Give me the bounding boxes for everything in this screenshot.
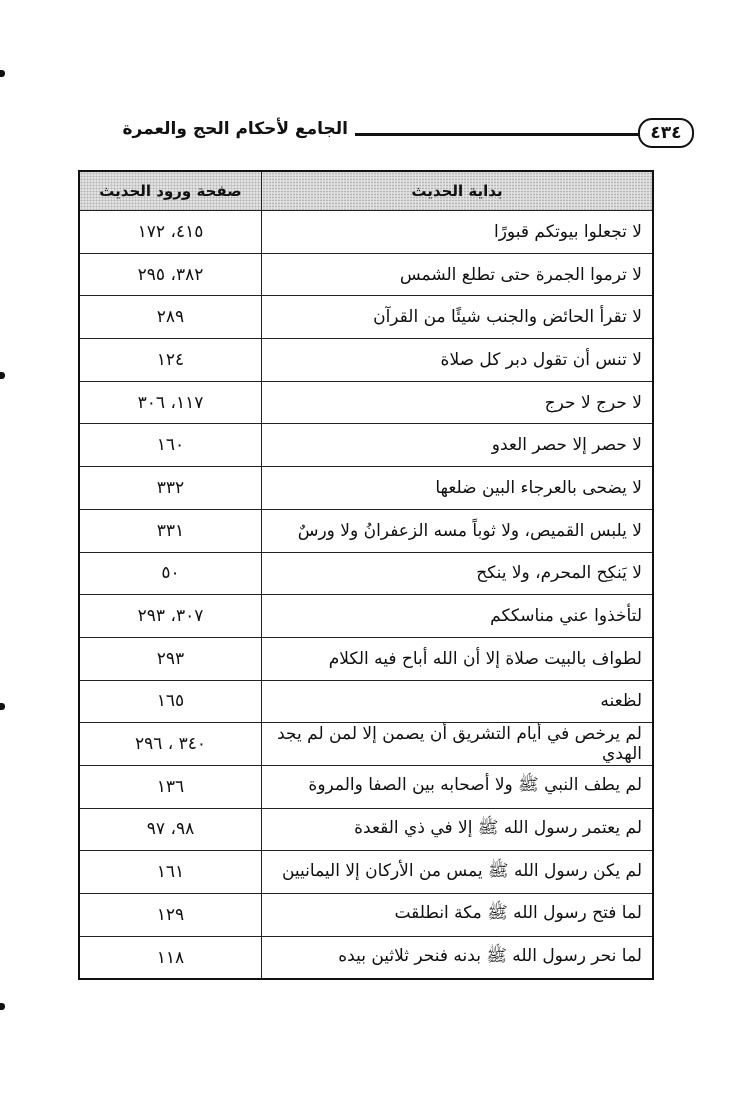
hadith-cell: لا تجعلوا بيوتكم قبورًا [262, 211, 654, 254]
hadith-cell: لا تقرأ الحائض والجنب شيئًا من القرآن [262, 296, 654, 339]
column-header-page-occurrence: صفحة ورود الحديث [79, 171, 262, 211]
running-title: الجامع لأحكام الحج والعمرة [122, 119, 348, 139]
pages-cell: ٣٣١ [79, 509, 262, 552]
header-rule-left [355, 133, 635, 136]
hadith-cell: لا يَنكِح المحرم، ولا ينكح [262, 552, 654, 595]
column-header-hadith-start: بداية الحديث [262, 171, 654, 211]
table-row [79, 467, 653, 510]
table-row [79, 595, 653, 638]
pages-cell: ١٣٦ [79, 765, 262, 808]
hadith-cell: لا تنس أن تقول دبر كل صلاة [262, 339, 654, 382]
page-number: ٤٣٤ [638, 118, 694, 148]
pages-cell: ٢٨٩ [79, 296, 262, 339]
table-row [79, 637, 653, 680]
pages-cell: ١٢٤ [79, 339, 262, 382]
pages-cell: ٣٤٠ ، ٢٩٦ [79, 723, 262, 766]
table-row [79, 765, 653, 808]
pages-cell: ٩٨، ٩٧ [79, 808, 262, 851]
pages-cell: ٤١٥، ١٧٢ [79, 211, 262, 254]
table-row [79, 424, 653, 467]
pages-cell: ٥٠ [79, 552, 262, 595]
scan-edge-mark [0, 1003, 5, 1010]
pages-cell: ١٢٩ [79, 894, 262, 937]
pages-cell: ٣٨٢، ٢٩٥ [79, 253, 262, 296]
table-row [79, 808, 653, 851]
pages-cell: ١٦١ [79, 851, 262, 894]
table-row [79, 339, 653, 382]
table-row [79, 381, 653, 424]
hadith-cell: لم يعتمر رسول الله ﷺ إلا في ذي القعدة [262, 808, 654, 851]
scan-edge-mark [0, 372, 5, 379]
table-row [79, 509, 653, 552]
table-row [79, 851, 653, 894]
hadith-cell: لم يطف النبي ﷺ ولا أصحابه بين الصفا والمروة [262, 765, 654, 808]
hadith-cell: لم يرخص في أيام التشريق أن يصمن إلا لمن لم يجد الهدي [262, 723, 654, 766]
pages-cell: ٢٩٣ [79, 637, 262, 680]
table-row [79, 680, 653, 723]
table-row [79, 552, 653, 595]
page-header [60, 115, 682, 149]
table-row [79, 253, 653, 296]
hadith-index-table [78, 170, 654, 980]
hadith-cell: لا حصر إلا حصر العدو [262, 424, 654, 467]
table-row [79, 296, 653, 339]
table-row [79, 211, 653, 254]
pages-cell: ١٦٥ [79, 680, 262, 723]
table-row [79, 894, 653, 937]
pages-cell: ١١٧، ٣٠٦ [79, 381, 262, 424]
hadith-cell: لا يضحى بالعرجاء البين ضلعها [262, 467, 654, 510]
hadith-cell: لم يكن رسول الله ﷺ يمس من الأركان إلا اليمانيين [262, 851, 654, 894]
hadith-cell: لطواف بالبيت صلاة إلا أن الله أباح فيه الكلام [262, 637, 654, 680]
pages-cell: ١١٨ [79, 936, 262, 979]
table-header-row [79, 171, 653, 211]
pages-cell: ٣٣٢ [79, 467, 262, 510]
hadith-cell: لظعنه [262, 680, 654, 723]
hadith-cell: لا يلبس القميص، ولا ثوباً مسه الزعفرانُ ولا ورسٌ [262, 509, 654, 552]
hadith-cell: لا ترموا الجمرة حتى تطلع الشمس [262, 253, 654, 296]
table-row [79, 936, 653, 979]
hadith-cell: لما فتح رسول الله ﷺ مكة انطلقت [262, 894, 654, 937]
scan-edge-mark [0, 70, 5, 77]
scan-edge-mark [0, 703, 5, 710]
pages-cell: ١٦٠ [79, 424, 262, 467]
table-row [79, 723, 653, 766]
pages-cell: ٣٠٧، ٢٩٣ [79, 595, 262, 638]
hadith-cell: لا حرج لا حرج [262, 381, 654, 424]
hadith-cell: لما نحر رسول الله ﷺ بدنه فنحر ثلاثين بيده [262, 936, 654, 979]
hadith-cell: لتأخذوا عني مناسككم [262, 595, 654, 638]
